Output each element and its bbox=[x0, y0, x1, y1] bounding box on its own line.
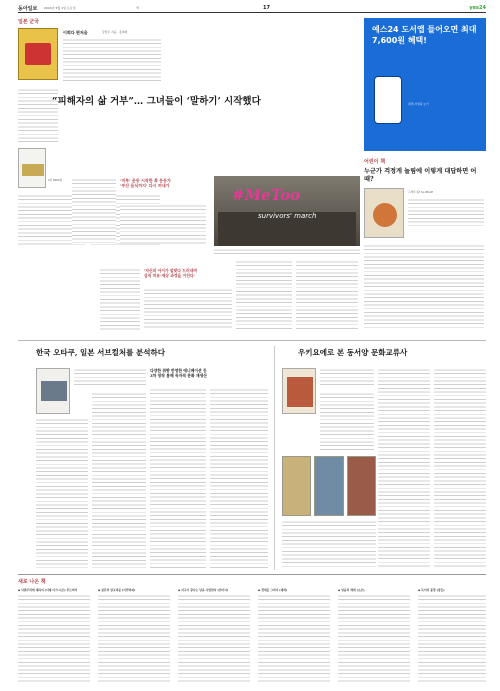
main-story-subheads-2 bbox=[144, 268, 234, 288]
kids-corner bbox=[364, 158, 486, 336]
new-book-title: ◆ 낙관주의에 대하여 (디테·이크·니르) 루트바서 bbox=[18, 588, 78, 592]
subhead-1: ‘미투’ 운동 시작한 흑 운동가 bbox=[120, 178, 171, 183]
body-text bbox=[408, 198, 484, 228]
byline: 강창주 지음 · 홍예제 bbox=[102, 30, 128, 34]
body-text bbox=[210, 388, 268, 568]
ad-cta[interactable]: 혜택 자세히 보기 bbox=[408, 102, 429, 106]
body-text bbox=[92, 392, 146, 568]
kicker: 이희다 편저음 bbox=[63, 30, 88, 35]
ukiyoe-book-cover bbox=[282, 368, 316, 414]
new-book-item bbox=[418, 588, 486, 684]
new-book-title: ◆ 경계를 그리다 (채희) bbox=[258, 588, 288, 592]
divider bbox=[274, 346, 275, 570]
book-meta: 2만 6000원 bbox=[48, 179, 63, 182]
korea-sub-2: 3차 창작 통해 독자적 문화 재생산 bbox=[150, 373, 207, 378]
body-text bbox=[100, 268, 140, 330]
subhead-2: ‘부산 음식까지’ 다시 꺼내가 bbox=[120, 183, 170, 188]
page-number: 17 bbox=[263, 5, 270, 11]
masthead bbox=[18, 4, 486, 13]
subhead-3: ‘자신의 아이가 알맞다 드러내며 bbox=[144, 268, 197, 273]
body-text bbox=[282, 520, 376, 568]
body-text bbox=[320, 392, 374, 452]
new-book-text bbox=[338, 594, 410, 684]
new-book-title: ◆ 얼음의 세계 (소조) bbox=[338, 588, 365, 592]
new-book-item bbox=[258, 588, 330, 684]
body-text bbox=[36, 418, 88, 568]
ad-phone bbox=[374, 76, 402, 124]
new-book-title: ◆ 독서의 풍경 (장흥) bbox=[418, 588, 445, 592]
korea-headline: 한국 오타쿠, 일본 서브컬처를 분석하다 bbox=[36, 348, 165, 357]
new-book-text bbox=[18, 594, 90, 684]
body-text bbox=[378, 368, 430, 568]
kids-book-cover bbox=[364, 188, 404, 238]
body-text bbox=[150, 388, 206, 568]
new-book-item bbox=[98, 588, 170, 684]
body-text bbox=[74, 368, 146, 388]
new-book-text bbox=[178, 594, 250, 684]
section-label: 일본 군국 bbox=[18, 19, 40, 25]
new-book-title: ◆ 지구가 끝나는 날을 사랑한다 (진미사) bbox=[178, 588, 229, 592]
ukiyoe-image bbox=[282, 456, 376, 516]
body-text bbox=[144, 288, 232, 330]
photo-banner: survivors' march bbox=[258, 212, 317, 220]
body-text bbox=[434, 368, 486, 568]
body-text bbox=[320, 368, 374, 386]
new-books bbox=[18, 578, 486, 686]
new-book-item bbox=[18, 588, 90, 684]
body-text bbox=[120, 204, 206, 244]
main-headline: “피해자의 삶 거부”… 그녀들이 ‘말하기’ 시작했다 bbox=[52, 96, 261, 107]
kids-label: 어린이 책 bbox=[364, 159, 386, 165]
photo-caption bbox=[214, 248, 360, 254]
divider bbox=[18, 340, 486, 341]
paper-name: 동아일보 bbox=[18, 6, 38, 12]
body-text bbox=[236, 260, 292, 330]
subhead-4: 삼직 치유-재상 과정을 거친다’ bbox=[144, 273, 195, 278]
new-book-text bbox=[258, 594, 330, 684]
divider bbox=[18, 574, 486, 575]
body-text bbox=[72, 178, 116, 244]
new-book-item bbox=[178, 588, 250, 684]
new-book-item bbox=[338, 588, 410, 684]
kids-book-title: 그래서 뭐? So What? bbox=[408, 191, 434, 194]
section-label: 책 bbox=[136, 6, 139, 10]
new-book-text bbox=[418, 594, 486, 684]
book-cover bbox=[18, 28, 58, 80]
body-text bbox=[364, 244, 484, 330]
main-story-subheads bbox=[120, 178, 206, 202]
book-cover bbox=[18, 148, 46, 188]
photo-sign: #MeToo bbox=[232, 186, 301, 204]
body-text bbox=[296, 260, 358, 330]
new-book-title: ◆ 결혼의 알고리즘 (이반리외) bbox=[98, 588, 136, 592]
issue-date: 2024년 5월 1일 토요일 bbox=[44, 6, 76, 10]
body-text bbox=[63, 38, 161, 82]
yes24-ad[interactable] bbox=[364, 18, 486, 151]
main-photo bbox=[214, 176, 360, 246]
korea-book-cover bbox=[36, 368, 70, 414]
new-book-text bbox=[98, 594, 170, 684]
new-books-label: 새로 나온 책 bbox=[18, 579, 46, 585]
ad-title: 예스24 도서앱 들어오면 최대 7,600원 혜택! bbox=[372, 25, 477, 45]
sponsor-logo: yes24 bbox=[469, 5, 486, 11]
korea-sub-1: 다양한 취향 반영한 애니메이션 등 bbox=[150, 368, 207, 373]
korea-subheads bbox=[150, 368, 256, 384]
kids-headline: 누군가 걱정게 놀림에 이렇게 대답하면 어때? bbox=[364, 168, 477, 183]
ukiyoe-headline: 우키요에로 본 동서양 문화교류사 bbox=[298, 348, 408, 357]
